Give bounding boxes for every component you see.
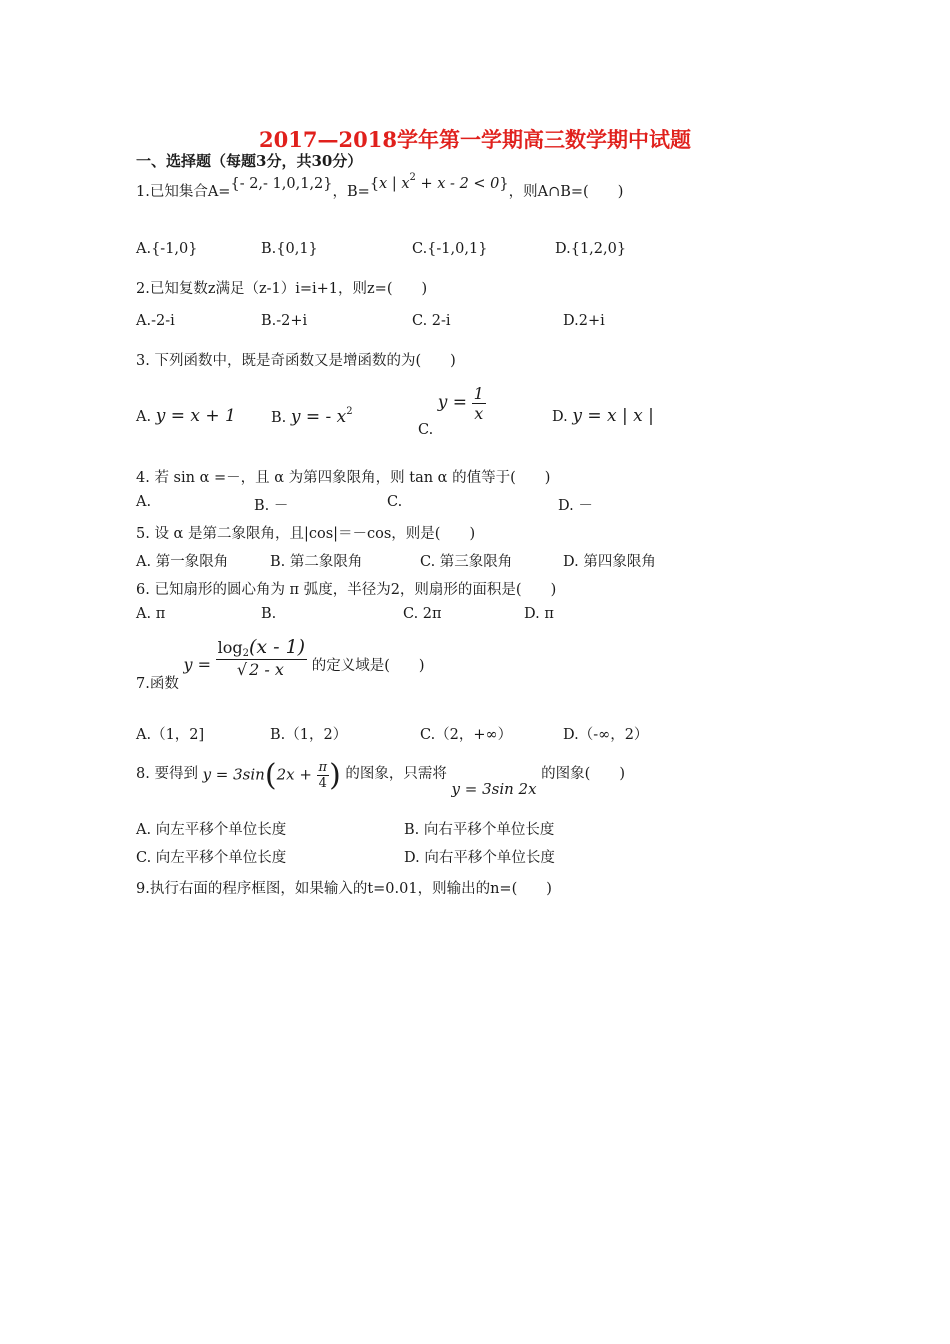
q1-option-d: D.{1,2,0} xyxy=(555,241,627,257)
question-2: 2.已知复数z满足（z-1）i=i+1，则z=( ) xyxy=(136,281,428,297)
q7-option-a: A.（1，2] xyxy=(136,727,205,743)
q1-option-b: B.{0,1} xyxy=(261,241,318,257)
q4-option-a: A. xyxy=(136,494,152,510)
q7-function-fraction: $\frac{\log_2(x - 1)}{√ 2 - x}$ xyxy=(217,636,306,679)
q1-option-a: A.{-1,0} xyxy=(136,241,198,257)
q2-option-c: C. 2-i xyxy=(412,313,451,329)
q5-option-d: D. 第四象限角 xyxy=(563,554,656,570)
q5-option-a: A. 第一象限角 xyxy=(136,554,229,570)
q8-formula-2: y = 3sin 2x xyxy=(451,779,537,798)
q5-option-b: B. 第二象限角 xyxy=(270,554,363,570)
question-9: 9.执行右面的程序框图，如果输入的t=0.01，则输出的n=( ) xyxy=(136,881,552,897)
q7-option-d: D.（-∞，2） xyxy=(563,727,649,743)
question-4: 4. 若 sin α =－，且 α 为第四象限角，则 tan α 的值等于( ) xyxy=(136,470,551,486)
question-8: 8. 要得到 y = 3sin(2x + $\frac{\pi}{4}$ ) 的图象，只需将 y = 3sin 2x 的图象( ) xyxy=(136,758,625,798)
q3-option-d-formula: y = x | x | xyxy=(572,406,654,426)
question-6: 6. 已知扇形的圆心角为 π 弧度，半径为2，则扇形的面积是( ) xyxy=(136,582,557,598)
question-1-suffix: ，则A∩B=( ) xyxy=(508,184,624,200)
q3-option-a-formula: y = x + 1 xyxy=(155,406,236,426)
q6-option-d: D. π xyxy=(524,606,554,622)
q2-option-d: D.2+i xyxy=(563,313,605,329)
question-3: 3. 下列函数中，既是奇函数又是增函数的为( ) xyxy=(136,353,456,369)
q6-option-c: C. 2π xyxy=(403,606,442,622)
q5-option-c: C. 第三象限角 xyxy=(420,554,513,570)
question-1-prefix: 1.已知集合A= xyxy=(136,184,231,200)
q3-option-c-fraction: $\frac{1}{x}$ xyxy=(473,384,484,423)
q1-option-c: C.{-1,0,1} xyxy=(412,241,488,257)
question-5: 5. 设 α 是第二象限角，且|cos|＝－cos，则是( ) xyxy=(136,526,476,542)
q2-option-a: A.-2-i xyxy=(136,313,175,329)
q4-option-c: C. xyxy=(387,494,403,510)
q8-option-a: A. 向左平移个单位长度 xyxy=(136,822,287,838)
q4-option-b: B. － xyxy=(254,498,289,514)
q6-option-a: A. π xyxy=(136,606,166,622)
section-heading: 一、选择题（每题3分，共30分） xyxy=(136,152,363,170)
q3-option-d: D. y = x | x | xyxy=(552,406,654,426)
question-7: 7.函数 y = $\frac{\log_2(x - 1)}{√ 2 - x}$ 的定义域是( ) xyxy=(136,636,425,692)
q3-option-b: B. y = - $x^2$ xyxy=(271,406,353,427)
q8-pi-over-4: $\frac{\pi}{4}$ xyxy=(318,760,328,791)
q6-option-b: B. xyxy=(261,606,277,622)
question-1-mid: ，B= xyxy=(332,184,370,200)
q3-option-a: A. y = x + 1 xyxy=(136,406,236,426)
q3-option-c: C. y = $\frac{1}{x}$ xyxy=(418,384,484,438)
q4-option-d: D. － xyxy=(558,498,593,514)
q7-option-c: C.（2，+∞） xyxy=(420,727,513,743)
set-b: {x | $x^2 + x - 2 < 0$} xyxy=(369,172,509,192)
question-1 xyxy=(136,172,624,201)
q8-option-b: B. 向右平移个单位长度 xyxy=(404,822,555,838)
exam-title: 2017—2018学年第一学期高三数学期中试题 xyxy=(259,127,691,152)
q7-option-b: B.（1，2） xyxy=(270,727,348,743)
q2-option-b: B.-2+i xyxy=(261,313,308,329)
q8-option-c: C. 向左平移个单位长度 xyxy=(136,850,287,866)
set-a: {- 2,- 1,0,1,2} xyxy=(230,176,333,192)
q3-option-b-formula: y = - x xyxy=(290,407,347,427)
q8-option-d: D. 向右平移个单位长度 xyxy=(404,850,555,866)
